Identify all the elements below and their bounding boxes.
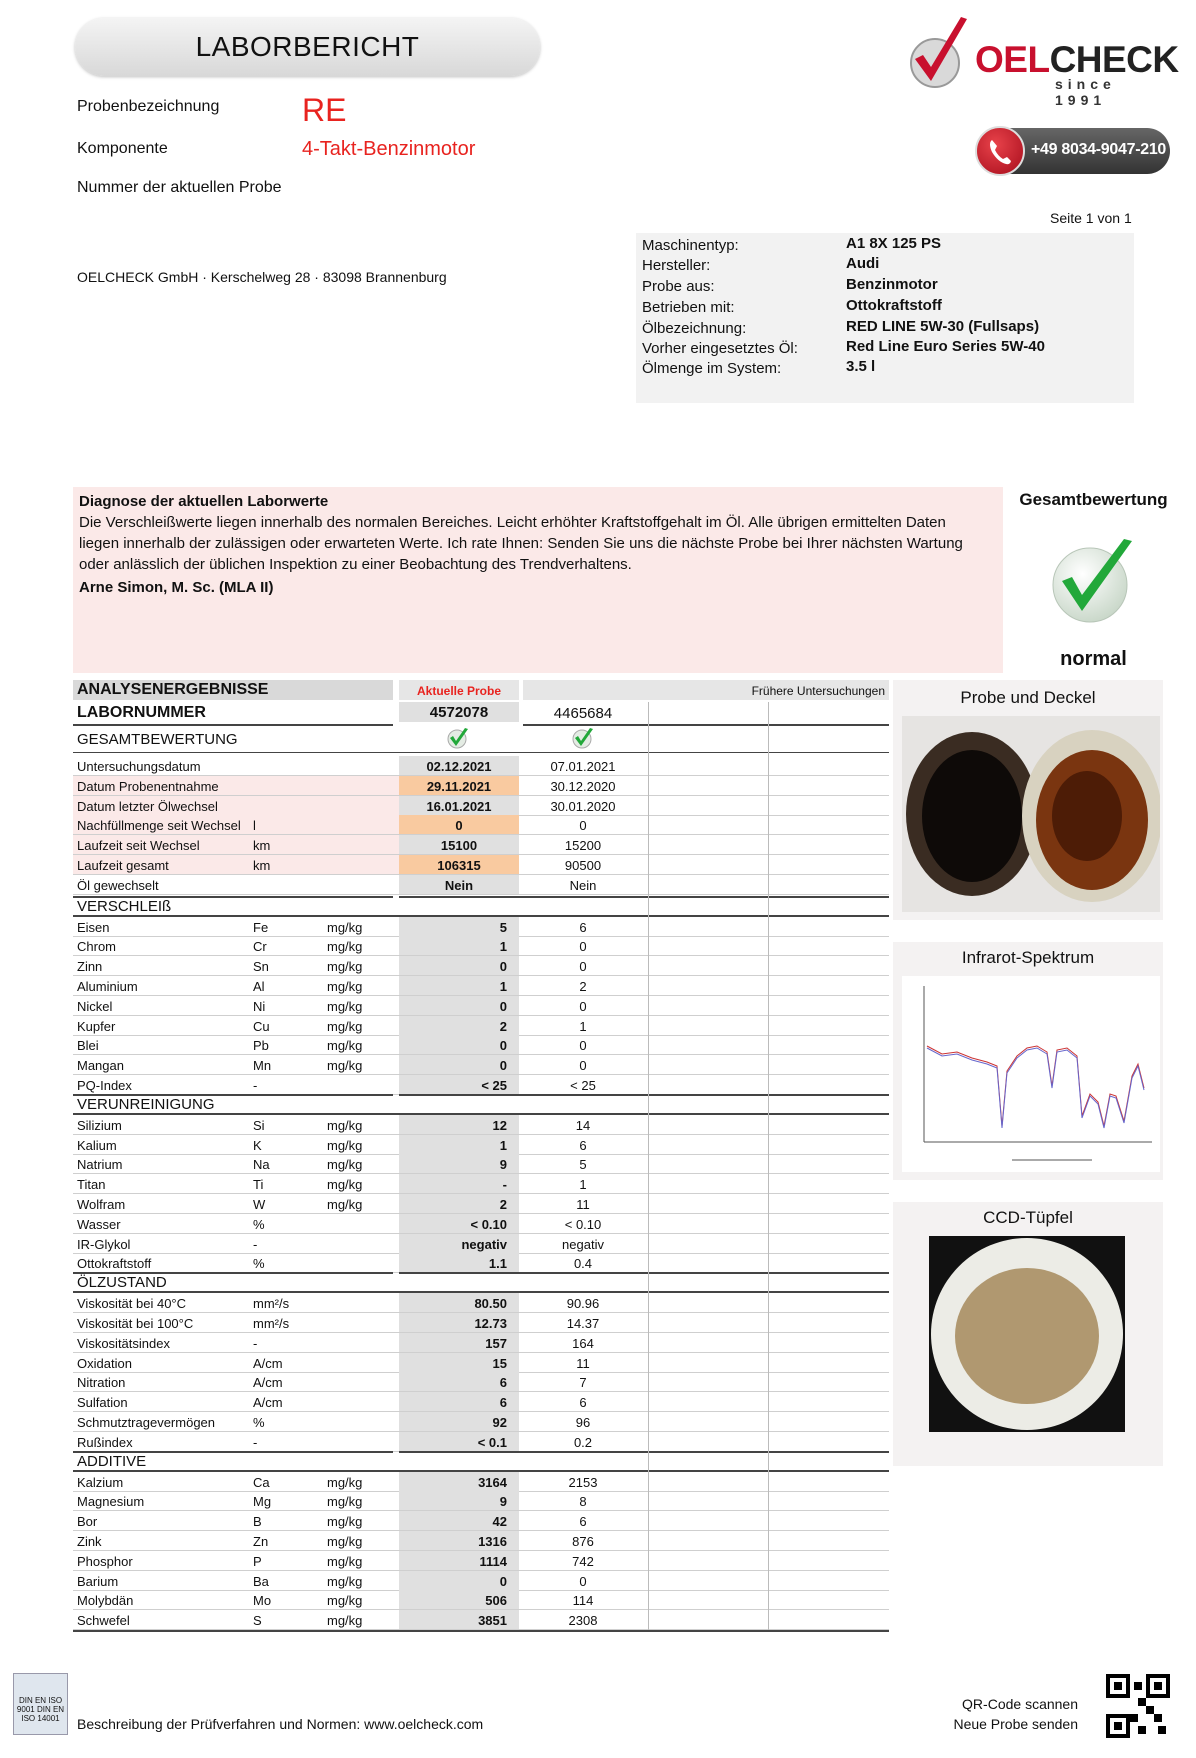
- row-unit: mg/kg: [327, 1018, 363, 1034]
- row-previous-value: 2153: [568, 1474, 598, 1490]
- column-divider: [648, 702, 649, 1630]
- row-name: Molybdän: [77, 1593, 134, 1609]
- machine-label: Maschinentyp:: [642, 237, 739, 254]
- row-symbol: B: [253, 1514, 262, 1530]
- result-row: [73, 776, 889, 796]
- result-row: [73, 1491, 889, 1511]
- row-current-value: 106315: [399, 855, 519, 875]
- result-row: [73, 1531, 889, 1551]
- row-previous-value: 6: [579, 1514, 587, 1530]
- row-name: Untersuchungsdatum: [77, 759, 201, 774]
- row-name: Viskosität bei 40°C: [77, 1296, 187, 1312]
- row-previous-value: 742: [572, 1553, 594, 1569]
- results-title: ANALYSENERGEBNISSE: [73, 680, 393, 700]
- row-previous-value: 7: [579, 1375, 587, 1391]
- row-previous-value: 6: [579, 1395, 587, 1411]
- section-title: ÖLZUSTAND: [77, 1274, 167, 1292]
- row-current-value: 3164: [399, 1472, 519, 1492]
- machine-value: RED LINE 5W-30 (Fullsaps): [846, 318, 1040, 335]
- probenbezeichnung-label: Probenbezeichnung: [77, 98, 220, 115]
- row-symbol: Al: [253, 979, 265, 994]
- results-table: [73, 680, 889, 1680]
- row-previous-value: 0.2: [573, 1434, 593, 1450]
- result-row: [73, 1194, 889, 1214]
- row-name: Silizium: [77, 1117, 122, 1133]
- diagnosis-heading: Diagnose der aktuellen Laborwerte: [79, 493, 329, 510]
- overall-rating-label: Gesamtbewertung: [1019, 490, 1168, 509]
- machine-value: Red Line Euro Series 5W-40: [846, 338, 1045, 355]
- row-current-value: 157: [399, 1333, 519, 1353]
- row-symbol: Cu: [253, 1018, 270, 1034]
- result-row: [73, 976, 889, 996]
- row-symbol: %: [253, 1216, 265, 1232]
- row-symbol: -: [253, 1236, 258, 1252]
- logo-check-icon: [905, 15, 975, 95]
- row-previous-value: 07.01.2021: [550, 759, 616, 774]
- row-current-value: 0: [399, 1035, 519, 1055]
- overall-row-label: GESAMTBEWERTUNG: [77, 731, 238, 748]
- row-current-value: 1: [399, 976, 519, 996]
- ir-panel-title: Infrarot-Spektrum: [961, 948, 1095, 967]
- ccd-panel-title: CCD-Tüpfel: [983, 1208, 1073, 1227]
- qr-send-label: Neue Probe senden: [953, 1716, 1078, 1732]
- row-current-value: 0: [399, 1571, 519, 1591]
- row-symbol: Fe: [253, 919, 269, 935]
- row-previous-value: 0: [579, 959, 587, 975]
- result-row: [73, 1333, 889, 1353]
- row-previous-value: 5: [579, 1157, 587, 1173]
- row-previous-value: 2: [579, 979, 587, 994]
- row-current-value: 16.01.2021: [399, 796, 519, 816]
- machine-label: Probe aus:: [642, 278, 715, 295]
- table-end: [73, 1630, 889, 1632]
- result-row: [73, 1511, 889, 1531]
- row-current-value: 506: [399, 1590, 519, 1610]
- machine-label: Ölbezeichnung:: [642, 320, 747, 337]
- result-row: [73, 1372, 889, 1392]
- row-previous-value: 90.96: [566, 1296, 600, 1312]
- current-check-icon: [446, 727, 470, 749]
- row-symbol: -: [253, 1335, 258, 1351]
- result-row: [73, 1214, 889, 1234]
- row-previous-value: Nein: [569, 877, 597, 893]
- result-row: [73, 1610, 889, 1630]
- row-current-value: 92: [399, 1412, 519, 1432]
- logo-brand-check: CHECK: [1049, 39, 1179, 80]
- labnr-label: LABORNUMMER: [77, 704, 206, 721]
- row-previous-value: 0: [579, 939, 587, 955]
- row-unit: mg/kg: [327, 1514, 363, 1530]
- phone-number: +49 8034-9047-210: [1031, 141, 1167, 158]
- row-unit: mg/kg: [327, 1573, 363, 1589]
- row-unit: mg/kg: [327, 1474, 363, 1490]
- result-row: [73, 1135, 889, 1155]
- result-row: [73, 1154, 889, 1174]
- row-name: Öl gewechselt: [77, 877, 159, 893]
- row-name: Titan: [77, 1177, 106, 1193]
- result-row: [73, 875, 889, 895]
- overall-rating-value: normal: [1060, 648, 1127, 670]
- row-current-value: 15100: [399, 835, 519, 855]
- row-name: IR-Glykol: [77, 1236, 131, 1252]
- result-row: [73, 1253, 889, 1273]
- row-name: Sulfation: [77, 1395, 128, 1411]
- row-symbol: %: [253, 1415, 265, 1430]
- komponente-label: Komponente: [77, 140, 168, 157]
- row-name: Nickel: [77, 998, 113, 1014]
- row-name: Mangan: [77, 1058, 124, 1074]
- row-name: Kupfer: [77, 1018, 116, 1034]
- result-row: [73, 1472, 889, 1492]
- row-previous-value: 14.37: [566, 1316, 600, 1331]
- row-name: Kalzium: [77, 1474, 124, 1490]
- row-unit: mg/kg: [327, 1038, 363, 1054]
- ccd-blotter-image: [929, 1236, 1125, 1432]
- result-row: [73, 1590, 889, 1610]
- lab-address: OELCHECK GmbH · Kerschelweg 28 · 83098 Brannenburg: [77, 269, 447, 285]
- row-symbol: K: [253, 1137, 262, 1153]
- row-previous-value: 0: [579, 1058, 587, 1074]
- row-current-value: 29.11.2021: [399, 776, 519, 796]
- row-current-value: 6: [399, 1392, 519, 1412]
- iso-cert-text: DIN EN ISO 9001 DIN EN ISO 14001: [16, 1696, 65, 1723]
- row-symbol: A/cm: [253, 1355, 283, 1371]
- row-name: Zinn: [77, 959, 103, 975]
- row-symbol: Mg: [253, 1494, 272, 1510]
- overall-check-icon: [1050, 537, 1136, 623]
- row-symbol: Sn: [253, 959, 269, 975]
- row-current-value: 1316: [399, 1531, 519, 1551]
- row-current-value: 5: [399, 917, 519, 937]
- previous-samples-header: Frühere Untersuchungen: [523, 680, 889, 700]
- row-unit: mg/kg: [327, 1157, 363, 1173]
- row-unit: mg/kg: [327, 1058, 363, 1074]
- row-name: Schmutztragevermögen: [77, 1415, 216, 1430]
- row-symbol: P: [253, 1553, 262, 1569]
- row-previous-value: 1: [579, 1018, 587, 1034]
- logo-brand-oel: OEL: [975, 39, 1050, 80]
- row-name: Rußindex: [77, 1434, 133, 1450]
- row-previous-value: 0: [579, 818, 587, 834]
- row-name: Aluminium: [77, 979, 138, 994]
- row-current-value: 15: [399, 1353, 519, 1373]
- row-name: Blei: [77, 1038, 99, 1054]
- row-current-value: < 0.10: [399, 1214, 519, 1234]
- row-previous-value: 0: [579, 1038, 587, 1054]
- result-row: [73, 1432, 889, 1452]
- row-previous-value: 90500: [564, 858, 602, 873]
- row-current-value: negativ: [399, 1234, 519, 1254]
- row-current-value: 80.50: [399, 1293, 519, 1313]
- row-current-value: 02.12.2021: [399, 756, 519, 776]
- machine-value: Benzinmotor: [846, 276, 938, 293]
- row-current-value: 0: [399, 956, 519, 976]
- footer-description: Beschreibung der Prüfverfahren und Normen: www.oelcheck.com: [77, 1716, 484, 1732]
- row-previous-value: 6: [579, 1137, 587, 1153]
- row-current-value: 3851: [399, 1610, 519, 1630]
- machine-value: 3.5 l: [846, 358, 876, 375]
- machine-label: Ölmenge im System:: [642, 360, 782, 377]
- ir-spectrum-image: [902, 976, 1160, 1172]
- row-unit: mg/kg: [327, 1197, 363, 1212]
- row-symbol: Ni: [253, 998, 266, 1014]
- machine-value: Audi: [846, 255, 880, 272]
- result-row: [73, 1055, 889, 1075]
- diagnosis-box: [73, 487, 1003, 673]
- row-current-value: 0: [399, 815, 519, 835]
- row-unit: mg/kg: [327, 939, 363, 955]
- probe-panel: [893, 680, 1163, 920]
- report-title: LABORBERICHT: [75, 18, 540, 76]
- result-row: [73, 917, 889, 937]
- section-divider: [399, 896, 889, 898]
- row-previous-value: 876: [572, 1534, 594, 1549]
- result-row: [73, 1571, 889, 1591]
- row-current-value: -: [399, 1174, 519, 1194]
- diagnosis-text: liegen innerhalb der zulässigen oder erwarteten Werte. Ich rate Ihnen: Senden Sie uns die nächste Probe bei Ihrer nächsten Wartung: [79, 535, 963, 552]
- row-previous-value: 6: [579, 919, 587, 935]
- phone-icon: [975, 126, 1025, 176]
- row-current-value: 9: [399, 1154, 519, 1174]
- result-row: [73, 1174, 889, 1194]
- machine-value: A1 8X 125 PS: [846, 235, 942, 252]
- result-row: [73, 956, 889, 976]
- row-symbol: km: [253, 838, 271, 854]
- row-previous-value: 0: [579, 1573, 587, 1589]
- result-row: [73, 796, 889, 816]
- row-current-value: 12: [399, 1115, 519, 1135]
- row-current-value: 1.1: [399, 1253, 519, 1273]
- row-previous-value: 15200: [564, 838, 602, 854]
- row-symbol: Mo: [253, 1593, 272, 1609]
- result-row: [73, 1293, 889, 1313]
- row-name: Datum letzter Ölwechsel: [77, 798, 218, 814]
- machine-label: Hersteller:: [642, 257, 711, 274]
- probe-panel-title: Probe und Deckel: [960, 688, 1096, 707]
- row-previous-value: 11: [576, 1197, 590, 1212]
- row-symbol: -: [253, 1078, 258, 1093]
- result-row: [73, 1016, 889, 1036]
- row-current-value: 1: [399, 936, 519, 956]
- row-unit: mg/kg: [327, 1613, 363, 1629]
- row-symbol: Ti: [253, 1177, 264, 1193]
- row-name: Nachfüllmenge seit Wechsel: [77, 818, 241, 834]
- row-current-value: 6: [399, 1372, 519, 1392]
- row-unit: mg/kg: [327, 1177, 363, 1193]
- qr-scan-label: QR-Code scannen: [962, 1696, 1078, 1712]
- row-current-value: 0: [399, 996, 519, 1016]
- row-previous-value: 164: [572, 1335, 594, 1351]
- result-row: [73, 1035, 889, 1055]
- row-unit: mg/kg: [327, 1593, 363, 1609]
- result-row: [73, 835, 889, 855]
- sample-photo: [902, 716, 1160, 912]
- row-symbol: A/cm: [253, 1395, 283, 1411]
- row-previous-value: 2308: [568, 1613, 598, 1629]
- result-row: [73, 1392, 889, 1412]
- result-row: [73, 996, 889, 1016]
- row-symbol: km: [253, 858, 271, 873]
- row-current-value: 12.73: [399, 1313, 519, 1333]
- section-divider: [399, 1094, 889, 1096]
- machine-value: Ottokraftstoff: [846, 297, 942, 314]
- row-previous-value: 114: [572, 1593, 594, 1609]
- row-unit: mg/kg: [327, 919, 363, 935]
- row-symbol: Na: [253, 1157, 270, 1173]
- row-symbol: Ca: [253, 1474, 270, 1490]
- section-title: VERSCHLEIß: [77, 897, 172, 915]
- column-divider: [768, 702, 769, 1630]
- current-sample-header: Aktuelle Probe: [399, 680, 519, 700]
- result-row: [73, 1234, 889, 1254]
- row-previous-value: negativ: [562, 1236, 604, 1252]
- previous-check-icon: [571, 727, 595, 749]
- row-name: Ottokraftstoff: [77, 1256, 152, 1272]
- row-name: Wolfram: [77, 1197, 126, 1212]
- row-previous-value: 0.4: [573, 1256, 593, 1272]
- row-current-value: 9: [399, 1491, 519, 1511]
- section-divider: [399, 1272, 889, 1274]
- row-unit: mg/kg: [327, 1553, 363, 1569]
- row-name: Viskositätsindex: [77, 1335, 170, 1351]
- result-row: [73, 1353, 889, 1373]
- ir-spectrum-panel: [893, 942, 1163, 1180]
- page-number: Seite 1 von 1: [1050, 210, 1132, 226]
- row-symbol: mm²/s: [253, 1296, 290, 1312]
- row-name: Laufzeit gesamt: [77, 858, 169, 873]
- row-name: Barium: [77, 1573, 119, 1589]
- row-name: Zink: [77, 1534, 102, 1549]
- row-unit: mg/kg: [327, 1494, 363, 1510]
- section-title: VERUNREINIGUNG: [77, 1095, 215, 1113]
- diagnosis-text: Die Verschleißwerte liegen innerhalb des normalen Bereiches. Leicht erhöhter Kraftstoffgehalt im Öl. Alle übrigen ermittelten Daten: [79, 514, 946, 531]
- row-name: Datum Probenentnahme: [77, 778, 219, 794]
- row-name: Natrium: [77, 1157, 123, 1173]
- row-previous-value: 96: [575, 1415, 591, 1430]
- result-row: [73, 1115, 889, 1135]
- diagnosis-author: Arne Simon, M. Sc. (MLA II): [79, 579, 274, 596]
- row-previous-value: 8: [579, 1494, 587, 1510]
- row-current-value: < 25: [399, 1075, 519, 1095]
- row-symbol: -: [253, 1434, 258, 1450]
- logo-since: since 1991: [1055, 76, 1116, 108]
- row-unit: mg/kg: [327, 979, 363, 994]
- result-row: [73, 1075, 889, 1095]
- row-previous-value: 14: [575, 1117, 591, 1133]
- row-name: Nitration: [77, 1375, 126, 1391]
- row-name: Wasser: [77, 1216, 121, 1232]
- row-current-value: 42: [399, 1511, 519, 1531]
- row-current-value: 1: [399, 1135, 519, 1155]
- phone-button[interactable]: [977, 128, 1170, 174]
- oelcheck-logo: [905, 15, 1179, 108]
- row-unit: mg/kg: [327, 959, 363, 975]
- row-name: Schwefel: [77, 1613, 130, 1629]
- row-symbol: W: [253, 1197, 266, 1212]
- row-current-value: 2: [399, 1016, 519, 1036]
- labnr-previous: 4465684: [553, 705, 613, 722]
- row-previous-value: 30.01.2020: [550, 798, 616, 814]
- row-symbol: l: [253, 818, 256, 834]
- row-unit: mg/kg: [327, 1137, 363, 1153]
- row-previous-value: 0: [579, 998, 587, 1014]
- iso-cert-badge: [13, 1673, 68, 1735]
- probenbezeichnung-value: RE: [302, 92, 347, 128]
- row-unit: mg/kg: [327, 1534, 363, 1549]
- row-name: Chrom: [77, 939, 117, 955]
- machine-info: [636, 233, 1134, 403]
- row-unit: mg/kg: [327, 998, 363, 1014]
- row-unit: mg/kg: [327, 1117, 363, 1133]
- result-row: [73, 1313, 889, 1333]
- row-previous-value: < 25: [570, 1078, 596, 1093]
- row-current-value: < 0.1: [399, 1432, 519, 1452]
- row-name: Laufzeit seit Wechsel: [77, 838, 200, 854]
- row-symbol: Ba: [253, 1573, 269, 1589]
- ccd-panel: [893, 1202, 1163, 1466]
- result-row: [73, 855, 889, 875]
- row-previous-value: 11: [576, 1355, 590, 1371]
- row-name: Magnesium: [77, 1494, 145, 1510]
- row-symbol: Cr: [253, 939, 267, 955]
- row-symbol: A/cm: [253, 1375, 283, 1391]
- row-symbol: mm²/s: [253, 1316, 290, 1331]
- row-current-value: 2: [399, 1194, 519, 1214]
- diagnosis-text: oder anlässlich der üblichen Inspektion zu einer Beobachtung des Trendverhaltens.: [79, 556, 632, 573]
- row-previous-value: 30.12.2020: [550, 778, 616, 794]
- row-name: PQ-Index: [77, 1078, 132, 1093]
- row-symbol: Si: [253, 1117, 265, 1133]
- labnr-current: 4572078: [399, 702, 519, 722]
- nummer-label: Nummer der aktuellen Probe: [77, 179, 282, 196]
- section-divider: [399, 1451, 889, 1453]
- row-current-value: 0: [399, 1055, 519, 1075]
- row-current-value: 1114: [399, 1551, 519, 1571]
- row-symbol: %: [253, 1256, 265, 1272]
- result-row: [73, 756, 889, 776]
- row-name: Viskosität bei 100°C: [77, 1316, 194, 1331]
- machine-label: Betrieben mit:: [642, 299, 735, 316]
- row-name: Oxidation: [77, 1355, 132, 1371]
- result-row: [73, 1412, 889, 1432]
- machine-label: Vorher eingesetztes Öl:: [642, 340, 798, 357]
- section-title: ADDITIVE: [77, 1452, 147, 1470]
- row-previous-value: < 0.10: [564, 1216, 602, 1232]
- row-symbol: Zn: [253, 1534, 269, 1549]
- row-current-value: Nein: [399, 875, 519, 895]
- row-symbol: S: [253, 1613, 262, 1629]
- result-row: [73, 1551, 889, 1571]
- result-row: [73, 936, 889, 956]
- row-name: Phosphor: [77, 1553, 133, 1569]
- row-previous-value: 1: [579, 1177, 587, 1193]
- result-row: [73, 815, 889, 835]
- row-name: Eisen: [77, 919, 110, 935]
- row-name: Bor: [77, 1514, 98, 1530]
- row-symbol: Mn: [253, 1058, 272, 1074]
- row-name: Kalium: [77, 1137, 117, 1153]
- qr-code[interactable]: [1106, 1674, 1170, 1738]
- komponente-value: 4-Takt-Benzinmotor: [302, 138, 476, 160]
- row-symbol: Pb: [253, 1038, 269, 1054]
